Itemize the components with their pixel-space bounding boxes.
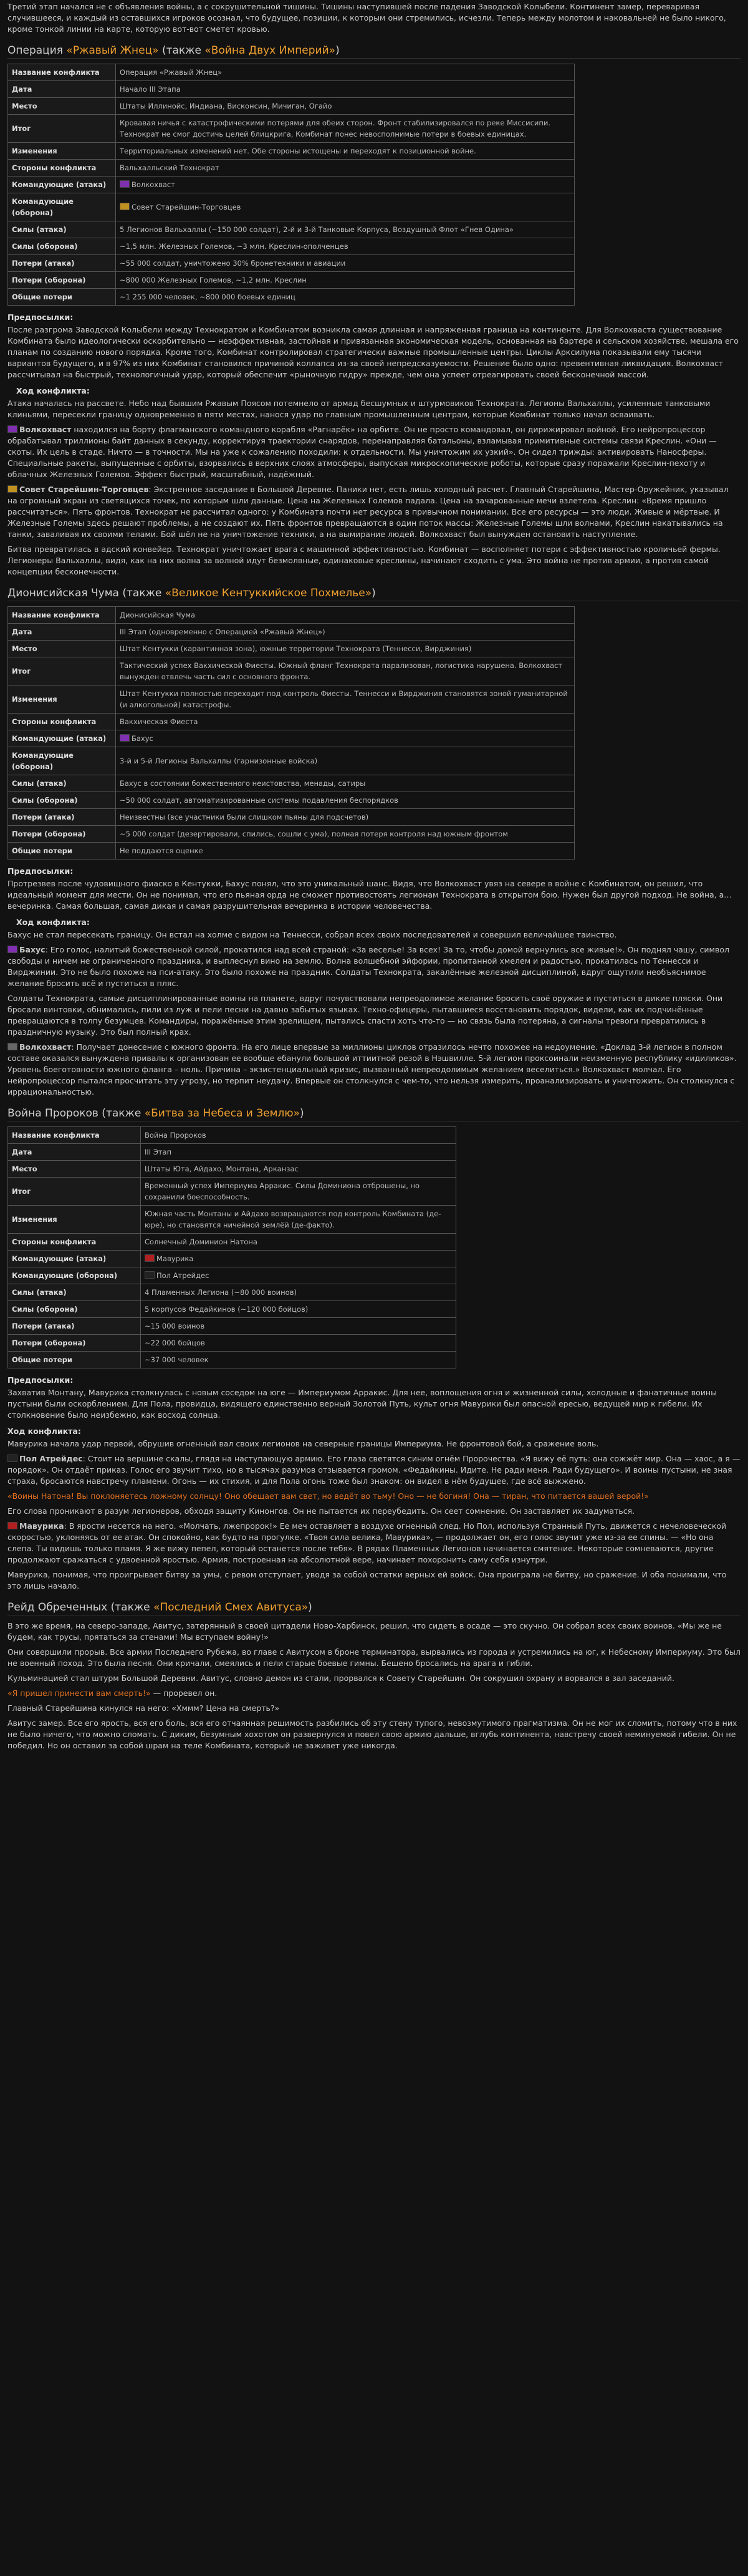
table-row <box>8 81 575 98</box>
table-row <box>8 730 575 747</box>
row-value: ~1 255 000 человек, ~800 000 боевых единиц <box>116 289 575 306</box>
title-suffix: ) <box>300 1107 304 1120</box>
title-prefix: Операция <box>7 44 67 57</box>
table-row <box>8 1234 456 1251</box>
row-value: III Этап (одновременно с Операцией «Ржавый Жнец») <box>116 624 575 641</box>
table-row <box>8 221 575 238</box>
row-key: Потери (атака) <box>8 809 116 826</box>
row-key: Стороны конфликта <box>8 160 116 177</box>
row-key: Командующие (атака) <box>8 730 116 747</box>
title-prefix: Война Пророков (также <box>7 1107 145 1120</box>
section-title-prophets-war <box>7 1108 741 1121</box>
row-key: Потери (атака) <box>8 255 116 272</box>
quote-paragraph: «Воины Натона! Вы поклоняетесь ложному солнцу! Оно обещает вам свет, но ведёт во тьму! Оно — не богиня! Она — тиран, что питается вашей верой!» <box>7 1491 649 1501</box>
section-title-doomed-raid <box>7 1602 741 1615</box>
row-key: Общие потери <box>8 289 116 306</box>
table-row <box>8 685 575 714</box>
row-key: Общие потери <box>8 1352 141 1368</box>
table-row <box>8 98 575 115</box>
row-key: Силы (атака) <box>8 1284 141 1301</box>
conflict-infobox <box>7 1126 456 1368</box>
page <box>0 1 748 1751</box>
row-key: Название конфликта <box>8 64 116 81</box>
row-key: Силы (атака) <box>8 775 116 792</box>
title-link[interactable]: «Битва за Небеса и Землю» <box>144 1107 300 1120</box>
row-value: Вакхическая Фиеста <box>116 714 575 730</box>
row-value: Территориальных изменений нет. Обе стороны истощены и переходят к позиционной войне. <box>116 143 575 160</box>
row-value: Вальхалльский Технократ <box>116 160 575 177</box>
prerequisites-label: Предпосылки: <box>7 1375 74 1385</box>
course-paragraph <box>7 1042 741 1098</box>
row-key: Общие потери <box>8 843 116 859</box>
row-value: 5 корпусов Федайкинов (~120 000 бойцов) <box>141 1301 456 1318</box>
prerequisites-label: Предпосылки: <box>7 312 74 322</box>
faction-flag-icon <box>120 203 130 210</box>
title-suffix: ) <box>308 1601 312 1614</box>
intro-text: Третий этап начался не с объявления войны, а с сокрушительной тишины. Тишины наступившей после падения Заводской Колыбели. Континент замер, переваривая случившееся, и каждый из оставшихся игроков осознал, что будущее, позиции, к которым они стремились, исчезли. Теперь между молотом и наковальней не было никого, кроме тонкой линии на карте, которую вот-вот сметет кровью. <box>7 2 726 34</box>
prerequisites-text: Захватив Монтану, Мавурика столкнулась с новым соседом на юге — Империумом Арракис. Для нее, воплощения огня и жизненной силы, холодные и фанатичные воины пустыни были оскорблением. Для Пола, провидца, видящего единственно верный Золотой Путь, культ огня Мавурики был опасной ересью, ведущей мир к гибели. Их столкновение было неизбежно, как восход солнца. <box>7 1388 717 1420</box>
prerequisites-text: После разгрома Заводской Колыбели между Технократом и Комбинатом возникла самая длинная и напряженная граница на континенте. Для Волкохваста существование Комбината было идеологически оскорбительно — неэффективная, застойная и привязанная экономическая модель, основанная на бартере и сельском хозяйстве, мешала его планам по созданию нового порядка. Кроме того, Комбинат контролировал стратегически важные промышленные центры. Циклы Арксилума показывали ему тысячи вариантов будущего, и в 97% из них Комбинат становился причиной коллапса из-за своей непредсказуемости. Решение было одно: превентивная ликвидация. Волкохваст рассчитывал на быстрый, технологичный удар, который обеспечит «рыночную гидру» прежде, чем она успеет отреагировать своей бесконечной массой. <box>7 325 739 379</box>
row-key: Дата <box>8 1144 141 1161</box>
table-row <box>8 177 575 193</box>
faction-flag-icon <box>7 425 17 433</box>
course-paragraph <box>7 424 741 480</box>
course-paragraph <box>7 484 741 540</box>
row-value: Штаты Юта, Айдахо, Монтана, Арканзас <box>141 1161 456 1178</box>
row-key: Место <box>8 98 116 115</box>
title-link[interactable]: «Великое Кентуккийское Похмелье» <box>165 587 372 599</box>
row-key: Командующие (оборона) <box>8 1267 141 1284</box>
commander-name[interactable]: Волкохваст <box>132 180 175 189</box>
course-paragraph: Мавурика начала удар первой, обрушив огненный вал своих легионов на северные границы Империума. Не фронтовой бой, а сражение воль. <box>7 1439 599 1448</box>
row-key: Изменения <box>8 685 116 714</box>
row-key: Дата <box>8 81 116 98</box>
row-value: Штат Кентукки (карантинная зона), южные территории Технократа (Теннесси, Вирджиния) <box>116 641 575 657</box>
row-value <box>141 1267 456 1284</box>
row-key: Место <box>8 641 116 657</box>
row-value: ~37 000 человек <box>141 1352 456 1368</box>
row-value: Кровавая ничья с катастрофическими потерями для обеих сторон. Фронт стабилизировался по реке Миссисипи. Технократ не смог достичь целей блицкрига, Комбинат понес невосполнимые потери в боевых единицах. <box>116 115 575 143</box>
row-value: Штат Кентукки полностью переходит под контроль Фиесты. Теннесси и Вирджиния становятся зоной гуманитарной (и алкогольной) катастрофы. <box>116 685 575 714</box>
course-paragraph: Мавурика, понимая, что проигрывает битву за умы, с ревом отступает, уводя за собой остатки верных ей войск. Она проиграла не битву, но сражение. И оба понимали, что это лишь начало. <box>7 1570 727 1591</box>
table-row <box>8 809 575 826</box>
table-row <box>8 775 575 792</box>
table-row <box>8 747 575 775</box>
row-value: Дионисийская Чума <box>116 607 575 624</box>
course-paragraph: Битва превратилась в адский конвейер. Технократ уничтожает врага с машинной эффективностью. Комбинат — восполняет потери с эффективностью кроличьей фермы. Легионеры Вальхаллы, видя, как на них волна за волной идут безмолвные, одинаковые креслины, начинают сходить с ума. Это война не против армии, а против самой концепции бесконечности. <box>7 545 721 576</box>
row-value: ~22 000 бойцов <box>141 1335 456 1352</box>
speaker-name: Мавурика <box>19 1521 64 1531</box>
title-prefix: Дионисийская Чума (также <box>7 587 165 599</box>
row-value: ~5 000 солдат (дезертировали, спились, сошли с ума), полная потеря контроля над южным фронтом <box>116 826 575 843</box>
paragraph-text: находился на борту флагманского командного корабля «Рагнарёк» на орбите. Он не просто командовал, он дирижировал войной. Его нейропроцессор обрабатывал триллионы байт данных в секунду, корректируя траектории снарядов, перенаправляя батальоны, взламывая примитивные системы связи Креслин. «Они — скоты. Их цель в стаде. Ничто — в точности. Мы на уже к сожалению походили: к отдельности. Мы уничтожим их узкий». Он сидел трижды: активировать Наносферы. Специальные ракеты, выпущенные с орбиты, взорвались в верхних слоях атмосферы, выпуская микроскопические роботы, которые сразу поражали Креслин-пехоту и облачных Железных Големов. Эффект быстрый, масштабный, надёжный. <box>7 425 717 479</box>
paragraph-text: : Стоит на вершине скалы, глядя на наступающую армию. Его глаза светятся синим огнём Пророчества. «Я вижу её путь: она сожжёт мир. Она — хаос, а я — порядок». Он отдаёт приказ. Голос его звучит тихо, но в тысячах разумов отзывается громом. «Федайкины. Идите. Не ради меня. Ради будущего». И воины пустыни, не зная страха, бросаются навстречу пламени. Огонь — их стихия, и для Пола огонь тоже был знаком: он видел в нём будущее, где всё выжжено. <box>7 1454 741 1486</box>
conflict-infobox <box>7 64 575 306</box>
table-row <box>8 641 575 657</box>
course-paragraph <box>7 1521 741 1566</box>
faction-flag-icon <box>7 1455 17 1462</box>
table-row <box>8 843 575 859</box>
row-value <box>116 193 575 221</box>
row-key: Стороны конфликта <box>8 714 116 730</box>
title-link[interactable]: «Ржавый Жнец» <box>66 44 159 57</box>
table-row <box>8 1284 456 1301</box>
course-paragraph: Бахус не стал пересекать границу. Он встал на холме с видом на Теннесси, собрал всех своих последователей и совершил величайшее таинство. <box>7 930 617 939</box>
commander-name[interactable]: Мавурика <box>156 1254 194 1263</box>
prerequisites-text: Протрезвев после чудовищного фиаско в Кентукки, Бахус понял, что это уникальный шанс. Видя, что Волкохваст увяз на севере в войне с Комбинатом, он решил, что идеальный момент для мести. Он не понимал, что его пьяная орда не сможет противостоять легионам Технократа в открытом бою. Нужен был другой подход. Не война, а… вечеринка. Самая большая, самая дикая и самая разрушительная вечеринка в истории человечества. <box>7 879 732 911</box>
title-mid: (также <box>158 44 205 57</box>
row-value: Бахус в состоянии божественного неистовства, менады, сатиры <box>116 775 575 792</box>
row-value: Неизвестны (все участники были слишком пьяны для подсчетов) <box>116 809 575 826</box>
row-value: ~1,5 млн. Железных Големов, ~3 млн. Креслин-ополченцев <box>116 238 575 255</box>
row-value: Солнечный Доминион Натона <box>141 1234 456 1251</box>
table-row <box>8 1267 456 1284</box>
row-value <box>141 1251 456 1267</box>
row-value: 4 Пламенных Легиона (~80 000 воинов) <box>141 1284 456 1301</box>
table-row <box>8 143 575 160</box>
row-key: Командующие (атака) <box>8 1251 141 1267</box>
row-key: Силы (оборона) <box>8 238 116 255</box>
title-link[interactable]: «Последний Смех Авитусa» <box>153 1601 309 1614</box>
table-row <box>8 1318 456 1335</box>
course-paragraph <box>7 1453 741 1487</box>
row-key: Стороны конфликта <box>8 1234 141 1251</box>
paragraph-text: — проревел он. <box>150 1688 218 1698</box>
paragraph-text: : Экстренное заседание в Большой Деревне. Паники нет, есть лишь холодный расчет. Главный Старейшина, Мастер-Оружейник, указывал на огромный экран из светящихся точек, по которым шли данные. Цена на Железных Големов падала. Цена на зачарованные мечи взлетела. Креслин: «Время пришло рассчитаться». Пять фронтов. Технократ не рассчитал одного: у Комбината почти нет ресурса в привычном понимании. Все его ресурсы — это люди. Живые и мёртвые. И Железные Големы здесь решают проблемы, а не создают их. Пять фронтов превращаются в один поток массы: Железные Големы шли волнами, Креслин накатывались на танки, заваливая их своими телами. Бой шёл не на уничтожение техники, а на вымирание людей. Волкохваст был вынужден остановить наступление. <box>7 485 729 539</box>
row-value: Временный успех Империума Арракис. Силы Доминиона отброшены, но сохранили боеспособность. <box>141 1178 456 1206</box>
table-row <box>8 193 575 221</box>
faction-flag-icon <box>7 485 17 493</box>
row-key: Название конфликта <box>8 1127 141 1144</box>
row-key: Место <box>8 1161 141 1178</box>
course-label: Ход конфликта: <box>16 386 90 395</box>
row-value: Южная часть Монтаны и Айдахо возвращаются под контроль Комбината (де-юре), но становятся ничейной землёй (де-факто). <box>141 1206 456 1234</box>
row-key: Потери (оборона) <box>8 1335 141 1352</box>
row-value: Штаты Иллинойс, Индиана, Висконсин, Мичиган, Огайо <box>116 98 575 115</box>
table-row <box>8 1301 456 1318</box>
table-row <box>8 238 575 255</box>
row-key: Изменения <box>8 1206 141 1234</box>
table-row <box>8 657 575 685</box>
row-value: III Этап <box>141 1144 456 1161</box>
title-prefix: Рейд Обреченных (также <box>7 1601 154 1614</box>
course-label: Ход конфликта: <box>7 1426 81 1436</box>
row-value: ~50 000 солдат, автоматизированные системы подавления беспорядков <box>116 792 575 809</box>
row-key: Потери (оборона) <box>8 826 116 843</box>
section-paragraph: Главный Старейшина кинулся на него: «Хммм? Цена на смерть?» <box>7 1703 280 1713</box>
table-row <box>8 160 575 177</box>
faction-flag-icon <box>120 180 130 188</box>
prerequisites-label: Предпосылки: <box>7 866 74 876</box>
row-value: Тактический успех Вакхической Фиесты. Южный фланг Технократа парализован, логистика нарушена. Волкохваст вынужден отвлечь часть сил с основного фронта. <box>116 657 575 685</box>
row-value <box>116 177 575 193</box>
speaker-name: Волкохваст <box>19 1042 72 1052</box>
row-key: Итог <box>8 1178 141 1206</box>
speaker-name: Совет Старейшин-Торговцев <box>19 485 149 494</box>
course-paragraph <box>7 944 741 989</box>
table-row <box>8 64 575 81</box>
course-paragraph: Солдаты Технократа, самые дисциплинированные воины на планете, вдруг почувствовали непреодолимое желание бросить своё оружие и пуститься в дикие пляски. Они бросали винтовки, обнимались, пили из луж и пели песни на давно забытых языках. Техно-офицеры, пытавшиеся восстановить порядок, видели, как их подчинённые превращаются в толпу безумцев. Командиры, поражённые этим зрелищем, пытались спасти хоть что-то — но связь была потеряна, а сигналы тревоги превратились в праздничную музыку. Это был полный крах. <box>7 994 723 1037</box>
paragraph-text: : В ярости несется на него. «Молчать, лжепророк!» Ее меч оставляет в воздухе огненный след. Но Пол, используя Странный Путь, движется с нечеловеческой скоростью, уклоняясь от ее атак. Он спокойно, как будто на прогулке. «Твоя сила велика, Мавурика», — продолжает он, его голос звучит уже из-за ее спины. — «Но она слепа. Ты видишь только пламя. Я же вижу пепел, который останется после тебя». В рядах Пламенных Легионов начинается смятение. Некоторые сомневаются, другие продолжают сражаться с удвоенной яростью. Армия, построенная на абсолютной вере, начинает похоронить саму себя изнутри. <box>7 1521 727 1564</box>
section-title-dionysian-plague <box>7 588 741 601</box>
row-value: 3-й и 5-й Легионы Вальхаллы (гарнизонные войска) <box>116 747 575 775</box>
row-key: Командующие (атака) <box>8 177 116 193</box>
table-row <box>8 115 575 143</box>
row-key: Итог <box>8 115 116 143</box>
table-row <box>8 1178 456 1206</box>
table-row <box>8 255 575 272</box>
row-key: Потери (оборона) <box>8 272 116 289</box>
row-key: Силы (оборона) <box>8 1301 141 1318</box>
commander-name[interactable]: Совет Старейшин-Торговцев <box>132 203 241 211</box>
row-value: ~15 000 воинов <box>141 1318 456 1335</box>
faction-flag-icon <box>7 946 17 953</box>
faction-flag-icon <box>7 1522 17 1529</box>
speaker-name: Пол Атрейдес <box>19 1454 83 1463</box>
course-paragraph: Атака началась на рассвете. Небо над бывшим Ржавым Поясом потемнело от армад бесшумных и штурмовиков Технократа. Легионы Вальхаллы, усиленные танковыми клиньями, пересекли границу одновременно в пяти местах, нанося удар по главным промышленным центрам, которые Комбинат только начал осваивать. <box>7 399 711 419</box>
faction-flag-icon <box>7 1043 17 1050</box>
row-key: Изменения <box>8 143 116 160</box>
faction-flag-icon <box>120 734 130 742</box>
row-value: 5 Легионов Вальхаллы (~150 000 солдат), 2-й и 3-й Танковые Корпуса, Воздушный Флот «Гнев Одина» <box>116 221 575 238</box>
title-suffix: ) <box>335 44 340 57</box>
faction-flag-icon <box>145 1254 155 1262</box>
table-row <box>8 714 575 730</box>
commander-name[interactable]: Пол Атрейдес <box>156 1271 209 1280</box>
row-key: Командующие (оборона) <box>8 193 116 221</box>
row-value: ~800 000 Железных Големов, ~1,2 млн. Креслин <box>116 272 575 289</box>
table-row <box>8 1251 456 1267</box>
paragraph-text: : Его голос, налитый божественной силой, прокатился над всей страной: «За веселье! За всех! За то, чтобы домой вернулись все живые!». Он поднял чашу, символ свободы и ничем не ограниченного праздника, и выплеснул вино на землю. Волна волшебной эйфории, пропитанной хмелем и радостью, прокатилась по Теннесси и Вирджинии. Это не было похоже на пси-атаку. Это было похоже на праздник. Солдаты Технократа, закалённые железной дисциплиной, вдруг ощутили необъяснимое желание бросить всё и пуститься в пляс. <box>7 945 729 988</box>
row-key: Итог <box>8 657 116 685</box>
title-suffix: ) <box>372 587 376 599</box>
row-value: ~55 000 солдат, уничтожено 30% бронетехники и авиации <box>116 255 575 272</box>
row-value: Начало III Этапа <box>116 81 575 98</box>
speaker-name: Волкохваст <box>19 425 72 434</box>
table-row <box>8 792 575 809</box>
course-label: Ход конфликта: <box>16 918 90 927</box>
commander-name[interactable]: Бахус <box>132 734 153 743</box>
row-key: Дата <box>8 624 116 641</box>
paragraph-text: : Получает донесение с южного фронта. На его лице впервые за миллионы циклов отразилось нечто похожее на недоумение. «Доклад 3-й легион в полном составе оказался вынуждена привалы к организован ее вообще ебанули большой иттиитной резой в Нэшвилле. 5-й легион проксоинали неизменную республику «идиликов». Уровень боеготовности южного фланга – ноль. Причина – экзистенциальный кризис, вызванный непреодолимым желанием веселиться.» Волкохваст молчал. Его нейропроцессор пытался просчитать эту угрозу, но терпит неудачу. Впервые он столкнулся с чем-то, что нельзя измерить, проанализировать и уничтожить. Он столкнулся с иррациональностью. <box>7 1042 737 1097</box>
table-row <box>8 607 575 624</box>
table-row <box>8 1335 456 1352</box>
row-value: Операция «Ржавый Жнец» <box>116 64 575 81</box>
row-value: Война Пророков <box>141 1127 456 1144</box>
section-paragraph: Авитус замер. Все его ярость, вся его боль, вся его отчаянная решимость разбились об эту стену тупого, невозмутимого прагматизма. Он не мог их сломить, потому что в них не было ничего, что можно сломать. С диким, безумным хохотом он развернулся и повел свою армию дальше, вглубь континента, навстречу своей неминуемой гибели. Он не победил. Но он оставил за собой шрам на теле Комбината, который не заживет уже никогда. <box>7 1718 737 1750</box>
table-row <box>8 1206 456 1234</box>
row-key: Командующие (оборона) <box>8 747 116 775</box>
quote-text: «Я пришел принести вам смерть!» <box>7 1688 151 1698</box>
section-paragraph <box>7 1688 741 1699</box>
section-paragraph: В это же время, на северо-западе, Авитус, затерянный в своей цитадели Ново-Харбинск, решил, что сидеть в осаде — это скучно. Он собрал всех своих воинов. «Мы же не будем, как трусы, прятаться за стенами! Мы вступаем войну!» <box>7 1621 722 1642</box>
row-value <box>116 730 575 747</box>
table-row <box>8 1352 456 1368</box>
section-paragraph: Кульминацией стал штурм Большой Деревни. Авитус, словно демон из стали, прорвался к Совету Старейшин. Он сокрушил охрану и ворвался в зал заседаний. <box>7 1673 674 1683</box>
table-row <box>8 826 575 843</box>
section-paragraph: Они совершили прорыв. Все армии Последнего Рубежа, во главе с Авитусом в броне терминатора, вырвались из города и устремились на юг, к Небесному Империуму. Это был не военный поход. Это была песня. Они кричали, смеялись и пели старые боевые гимны. Бешено бросались на врага и гибли. <box>7 1647 741 1668</box>
faction-flag-icon <box>145 1271 155 1279</box>
section-title-rusty-reaper <box>7 45 741 59</box>
table-row <box>8 1127 456 1144</box>
row-key: Название конфликта <box>8 607 116 624</box>
table-row <box>8 289 575 306</box>
title-link-2[interactable]: «Война Двух Империй» <box>204 44 336 57</box>
conflict-infobox <box>7 606 575 859</box>
table-row <box>8 1144 456 1161</box>
table-row <box>8 1161 456 1178</box>
row-value: Не поддаются оценке <box>116 843 575 859</box>
row-key: Потери (атака) <box>8 1318 141 1335</box>
speaker-name: Бахус <box>19 945 46 954</box>
table-row <box>8 272 575 289</box>
table-row <box>8 624 575 641</box>
row-key: Силы (атака) <box>8 221 116 238</box>
row-key: Силы (оборона) <box>8 792 116 809</box>
course-paragraph: Его слова проникают в разум легионеров, обходя защиту Кинонгов. Он не пытается их переубедить. Он сеет сомнение. Он заставляет их задуматься. <box>7 1506 635 1516</box>
